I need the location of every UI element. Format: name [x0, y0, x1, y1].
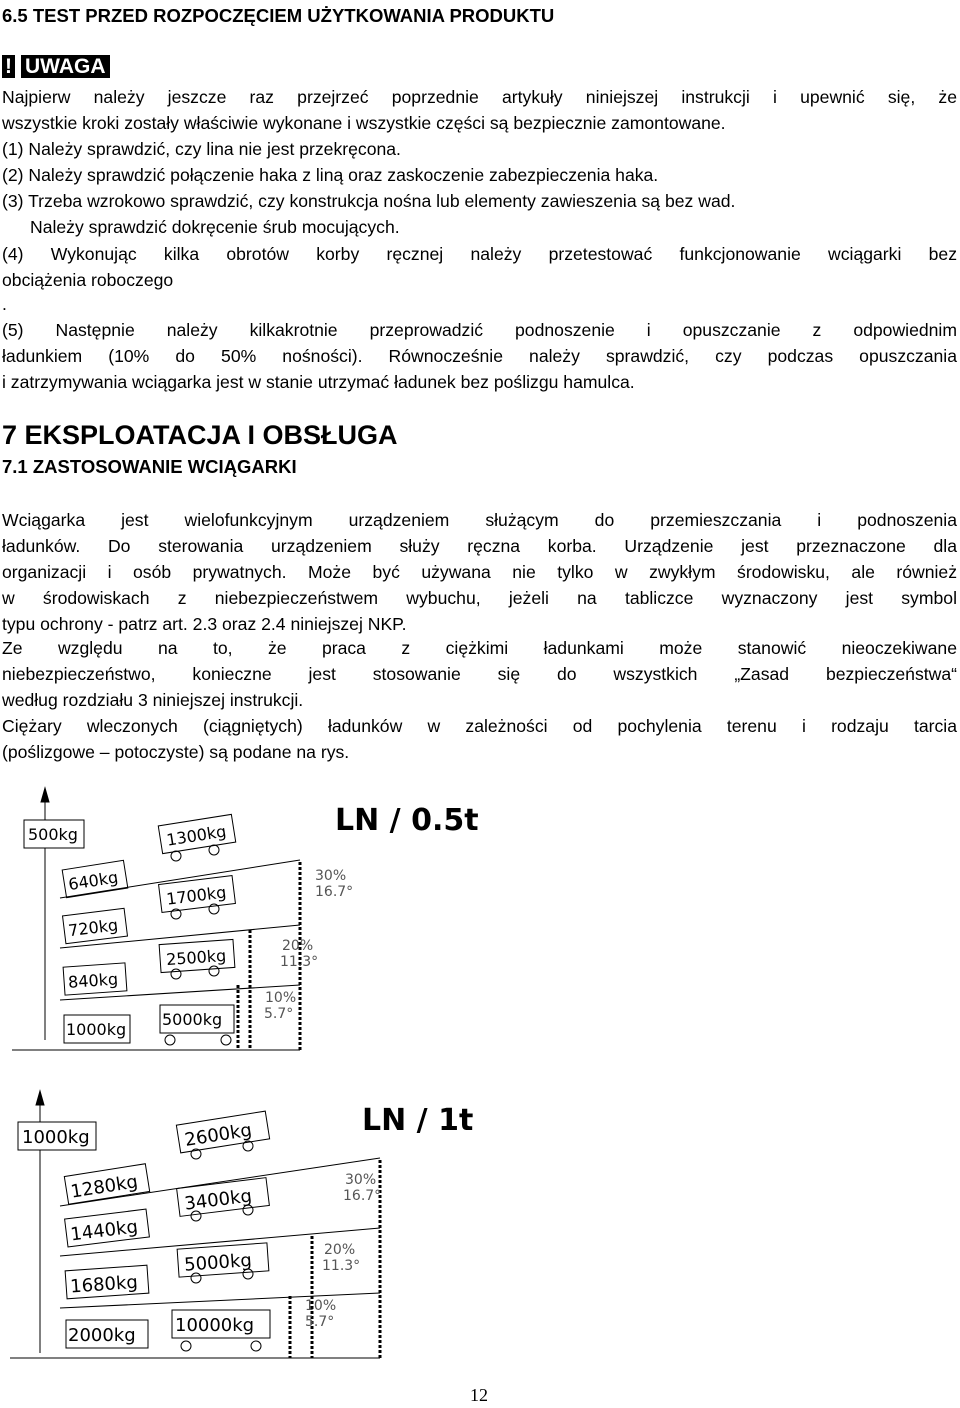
- text-line: Najpierw należy jeszcze raz przejrzeć poprzednie artykuły niniejszej instrukcji i upewnić się, że: [2, 87, 957, 107]
- flat-load-label: 1000kg: [22, 1127, 90, 1148]
- slope-degree: 11.3°: [322, 1258, 361, 1274]
- slope-percent: 10%: [305, 1298, 337, 1314]
- text-line: Ze względu na to, że praca z ciężkimi ładunkami może stanowić nieoczekiwane: [2, 638, 957, 658]
- text-line: i zatrzymywania wciągarka jest w stanie utrzymać ładunek bez poślizgu hamulca.: [2, 372, 635, 392]
- load-diagram-1t: [0, 1088, 520, 1373]
- rolling-load-label: 1700kg: [165, 882, 228, 909]
- rolling-load-label: 5000kg: [162, 1010, 223, 1029]
- diagram-title: LN / 0.5t: [335, 803, 479, 838]
- text-line: wszystkie kroki zostały właściwie wykonane i wszystkie części są bezpiecznie zamontowane.: [2, 113, 726, 133]
- sliding-load-label: 1000kg: [66, 1020, 127, 1039]
- text-line: (4) Wykonując kilka obrotów korby ręcznej należy przetestować funkcjonowanie wciągarki bez: [2, 244, 957, 264]
- slope-percent: 30%: [315, 868, 347, 884]
- text-line: Ciężary wleczonych (ciągniętych) ładunków w zależności od pochylenia terenu i rodzaju tarcia: [2, 716, 957, 736]
- text-line: typu ochrony - patrz art. 2.3 oraz 2.4 niniejszej NKP.: [2, 614, 407, 634]
- text-line: Wciągarka jest wielofunkcyjnym urządzeniem służącym do przemieszczania i podnoszenia: [2, 510, 957, 530]
- sliding-load-label: 1680kg: [69, 1271, 139, 1298]
- text-line: według rozdziału 3 niniejszej instrukcji.: [2, 690, 304, 710]
- flat-load-label: 500kg: [28, 825, 78, 844]
- text-line: obciążenia roboczego: [2, 270, 174, 290]
- section-heading: 6.5 TEST PRZED ROZPOCZĘCIEM UŻYTKOWANIA PRODUKTU: [2, 5, 555, 26]
- sliding-load-label: 1440kg: [69, 1216, 140, 1246]
- sliding-load-label: 2000kg: [68, 1325, 136, 1346]
- slope-degree: 16.7°: [315, 884, 354, 900]
- text-line: organizacji i osób prywatnych. Może być używana nie tylko w zwykłym środowisku, ale również: [2, 562, 957, 582]
- text-line: (1) Należy sprawdzić, czy lina nie jest przekręcona.: [2, 139, 401, 159]
- sliding-load-label: 720kg: [67, 915, 120, 941]
- text-line: (2) Należy sprawdzić połączenie haka z liną oraz zaskoczenie zabezpieczenia haka.: [2, 165, 659, 185]
- sliding-load-label: 840kg: [67, 969, 119, 992]
- text-line: .: [2, 294, 7, 314]
- text-line: (poślizgowe – potoczyste) są podane na rys.: [2, 742, 350, 762]
- warning-mark: !: [2, 55, 15, 78]
- sliding-load-label: 1280kg: [69, 1171, 140, 1203]
- diagram-title: LN / 1t: [362, 1103, 474, 1138]
- slope-degree: 16.7°: [343, 1188, 382, 1204]
- warning-label: [2, 55, 110, 79]
- text-line: ładunkiem (10% do 50% nośności). Równocześnie należy sprawdzić, czy podczas opuszczania: [2, 346, 957, 366]
- warning-word: UWAGA: [21, 55, 110, 78]
- sliding-load-label: 640kg: [67, 867, 120, 895]
- load-diagram-0-5t: [0, 780, 520, 1070]
- rolling-load-label: 3400kg: [183, 1185, 254, 1215]
- text-line: (5) Następnie należy kilkakrotnie przeprowadzić podnoszenie i opuszczanie z odpowiednim: [2, 320, 957, 340]
- rolling-load-label: 2600kg: [183, 1119, 254, 1151]
- slope-degree: 11.3°: [280, 954, 319, 970]
- text-line: (3) Trzeba wzrokowo sprawdzić, czy konstrukcja nośna lub elementy zawieszenia są bez wad.: [2, 191, 736, 211]
- rolling-load-label: 2500kg: [165, 945, 227, 970]
- slope-percent: 20%: [282, 938, 314, 954]
- slope-degree: 5.7°: [305, 1314, 335, 1330]
- chapter-heading: 7 EKSPLOATACJA I OBSŁUGA: [2, 420, 398, 450]
- text-line: niebezpieczeństwo, konieczne jest stosowanie się do wszystkich „Zasad bezpieczeństwa“: [2, 664, 957, 684]
- slope-percent: 30%: [345, 1172, 377, 1188]
- rolling-load-label: 5000kg: [183, 1250, 253, 1276]
- text-line: Należy sprawdzić dokręcenie śrub mocujących.: [30, 217, 400, 237]
- slope-degree: 5.7°: [264, 1006, 294, 1022]
- page-number: 12: [470, 1385, 488, 1405]
- text-line: w środowiskach z niebezpieczeństwem wybuchu, jeżeli na tabliczce wyznaczony jest symbol: [2, 588, 957, 608]
- slope-percent: 10%: [265, 990, 297, 1006]
- subsection-heading: 7.1 ZASTOSOWANIE WCIĄGARKI: [2, 456, 297, 477]
- rolling-load-label: 1300kg: [165, 821, 228, 850]
- text-line: ładunków. Do sterowania urządzeniem służy ręczna korba. Urządzenie jest przeznaczone dla: [2, 536, 957, 556]
- slope-percent: 20%: [324, 1242, 356, 1258]
- rolling-load-label: 10000kg: [175, 1315, 255, 1336]
